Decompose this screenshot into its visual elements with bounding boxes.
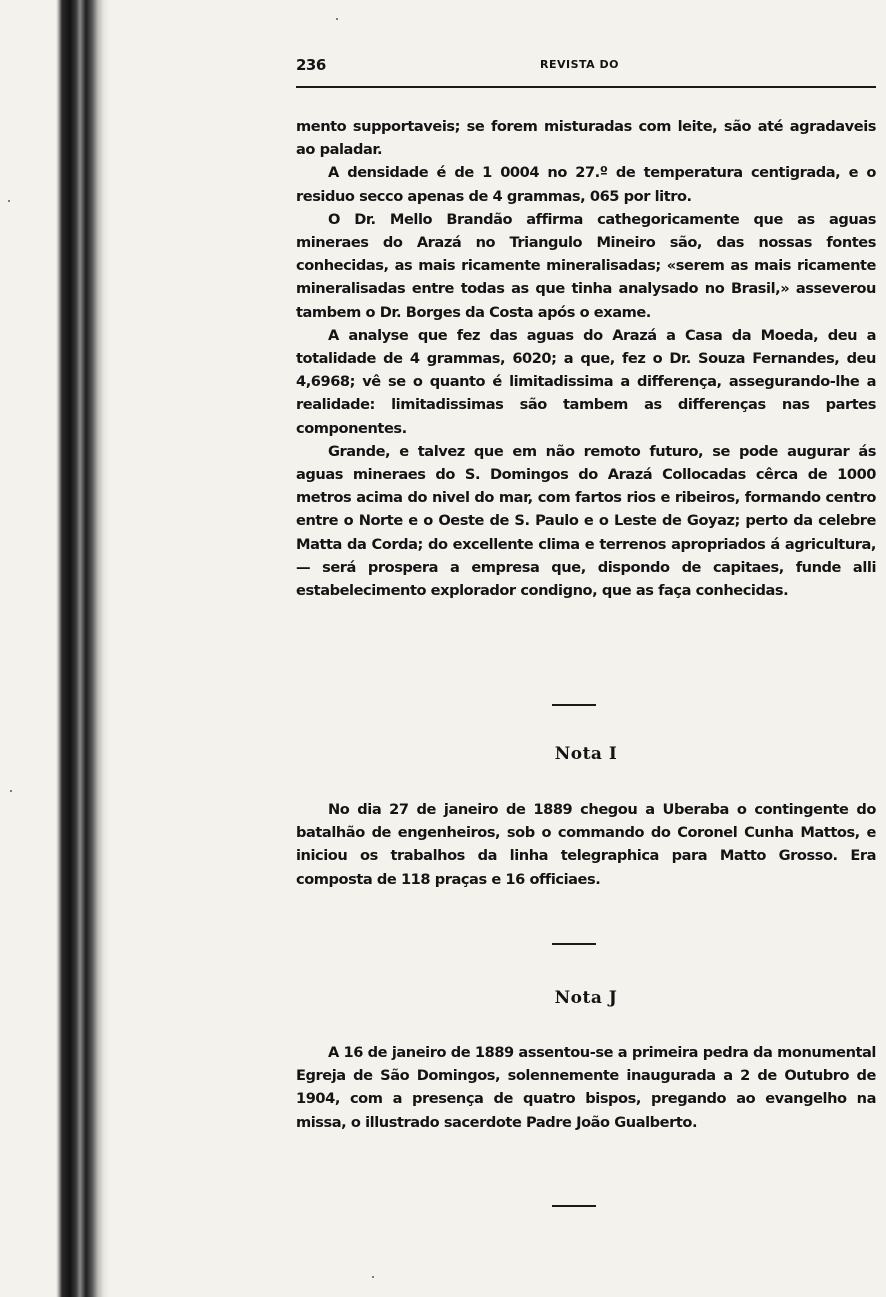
scan-speck <box>372 1276 374 1278</box>
note-i-heading: Nota I <box>554 744 618 764</box>
note-i-body <box>296 798 876 891</box>
main-text <box>296 115 876 602</box>
scan-speck <box>8 200 10 202</box>
scan-speck <box>10 790 12 792</box>
scan-speck <box>336 18 338 20</box>
paragraph-3: O Dr. Mello Brandão affirma cathegoricamente que as aguas mineraes do Arazá no Triangulo Mineiro são, das nossas fontes conhecidas, as mais ricamente mineralisadas; «serem as mais ricamente mineralisadas entre todas as que tinha analysado no Brasil,» asseverou tambem o Dr. Borges da Costa após o exame. <box>296 210 876 321</box>
book-binding-shadow <box>0 0 110 1297</box>
paragraph-2: A densidade é de 1 0004 no 27.º de temperatura centigrada, e o residuo secco apenas de 4 grammas, 065 por litro. <box>296 164 876 205</box>
running-head: REVISTA DO <box>540 58 619 71</box>
note-j-body <box>296 1041 876 1134</box>
paragraph-5: Grande, e talvez que em não remoto futuro, se pode augurar ás aguas mineraes do S. Domingos do Arazá Collocadas cêrca de 1000 metros acima do nivel do mar, com fartos rios e ribeiros, formando centro entre o Norte e o Oeste de S. Paulo e o Leste de Goyaz; perto da celebre Matta da Corda; do excellente clima e terrenos apropriados á agricultura,— será prospera a empresa que, dispondo de capitaes, funde alli estabelecimento explorador condigno, que as faça conhecidas. <box>296 442 876 600</box>
paragraph-1: mento supportaveis; se forem misturadas com leite, são até agradaveis ao paladar. <box>296 118 876 159</box>
section-rule-2 <box>552 943 596 945</box>
section-rule-1 <box>552 704 596 706</box>
page-number: 236 <box>296 56 326 74</box>
header-rule <box>296 86 876 88</box>
page-header <box>296 56 876 78</box>
note-i-text: No dia 27 de janeiro de 1889 chegou a Uberaba o contingente do batalhão de engenheiros, sob o commando do Coronel Cunha Mattos, e iniciou os trabalhos da linha telegraphica para Matto Grosso. Era composta de 118 praças e 16 officiaes. <box>296 801 876 888</box>
note-j-text: A 16 de janeiro de 1889 assentou-se a primeira pedra da monumental Egreja de São Domingos, solennemente inaugurada a 2 de Outubro de 1904, com a presença de quatro bispos, pregando ao evangelho na missa, o illustrado sacerdote Padre João Gualberto. <box>296 1044 876 1131</box>
paragraph-4: A analyse que fez das aguas do Arazá a Casa da Moeda, deu a totalidade de 4 grammas, 6020; a que, fez o Dr. Souza Fernandes, deu 4,6968; vê se o quanto é limitadissima a differença, assegurando-lhe a realidade: limitadissimas são tambem as differenças nas partes componentes. <box>296 326 876 437</box>
note-j-heading: Nota J <box>554 988 618 1008</box>
section-rule-3 <box>552 1205 596 1207</box>
